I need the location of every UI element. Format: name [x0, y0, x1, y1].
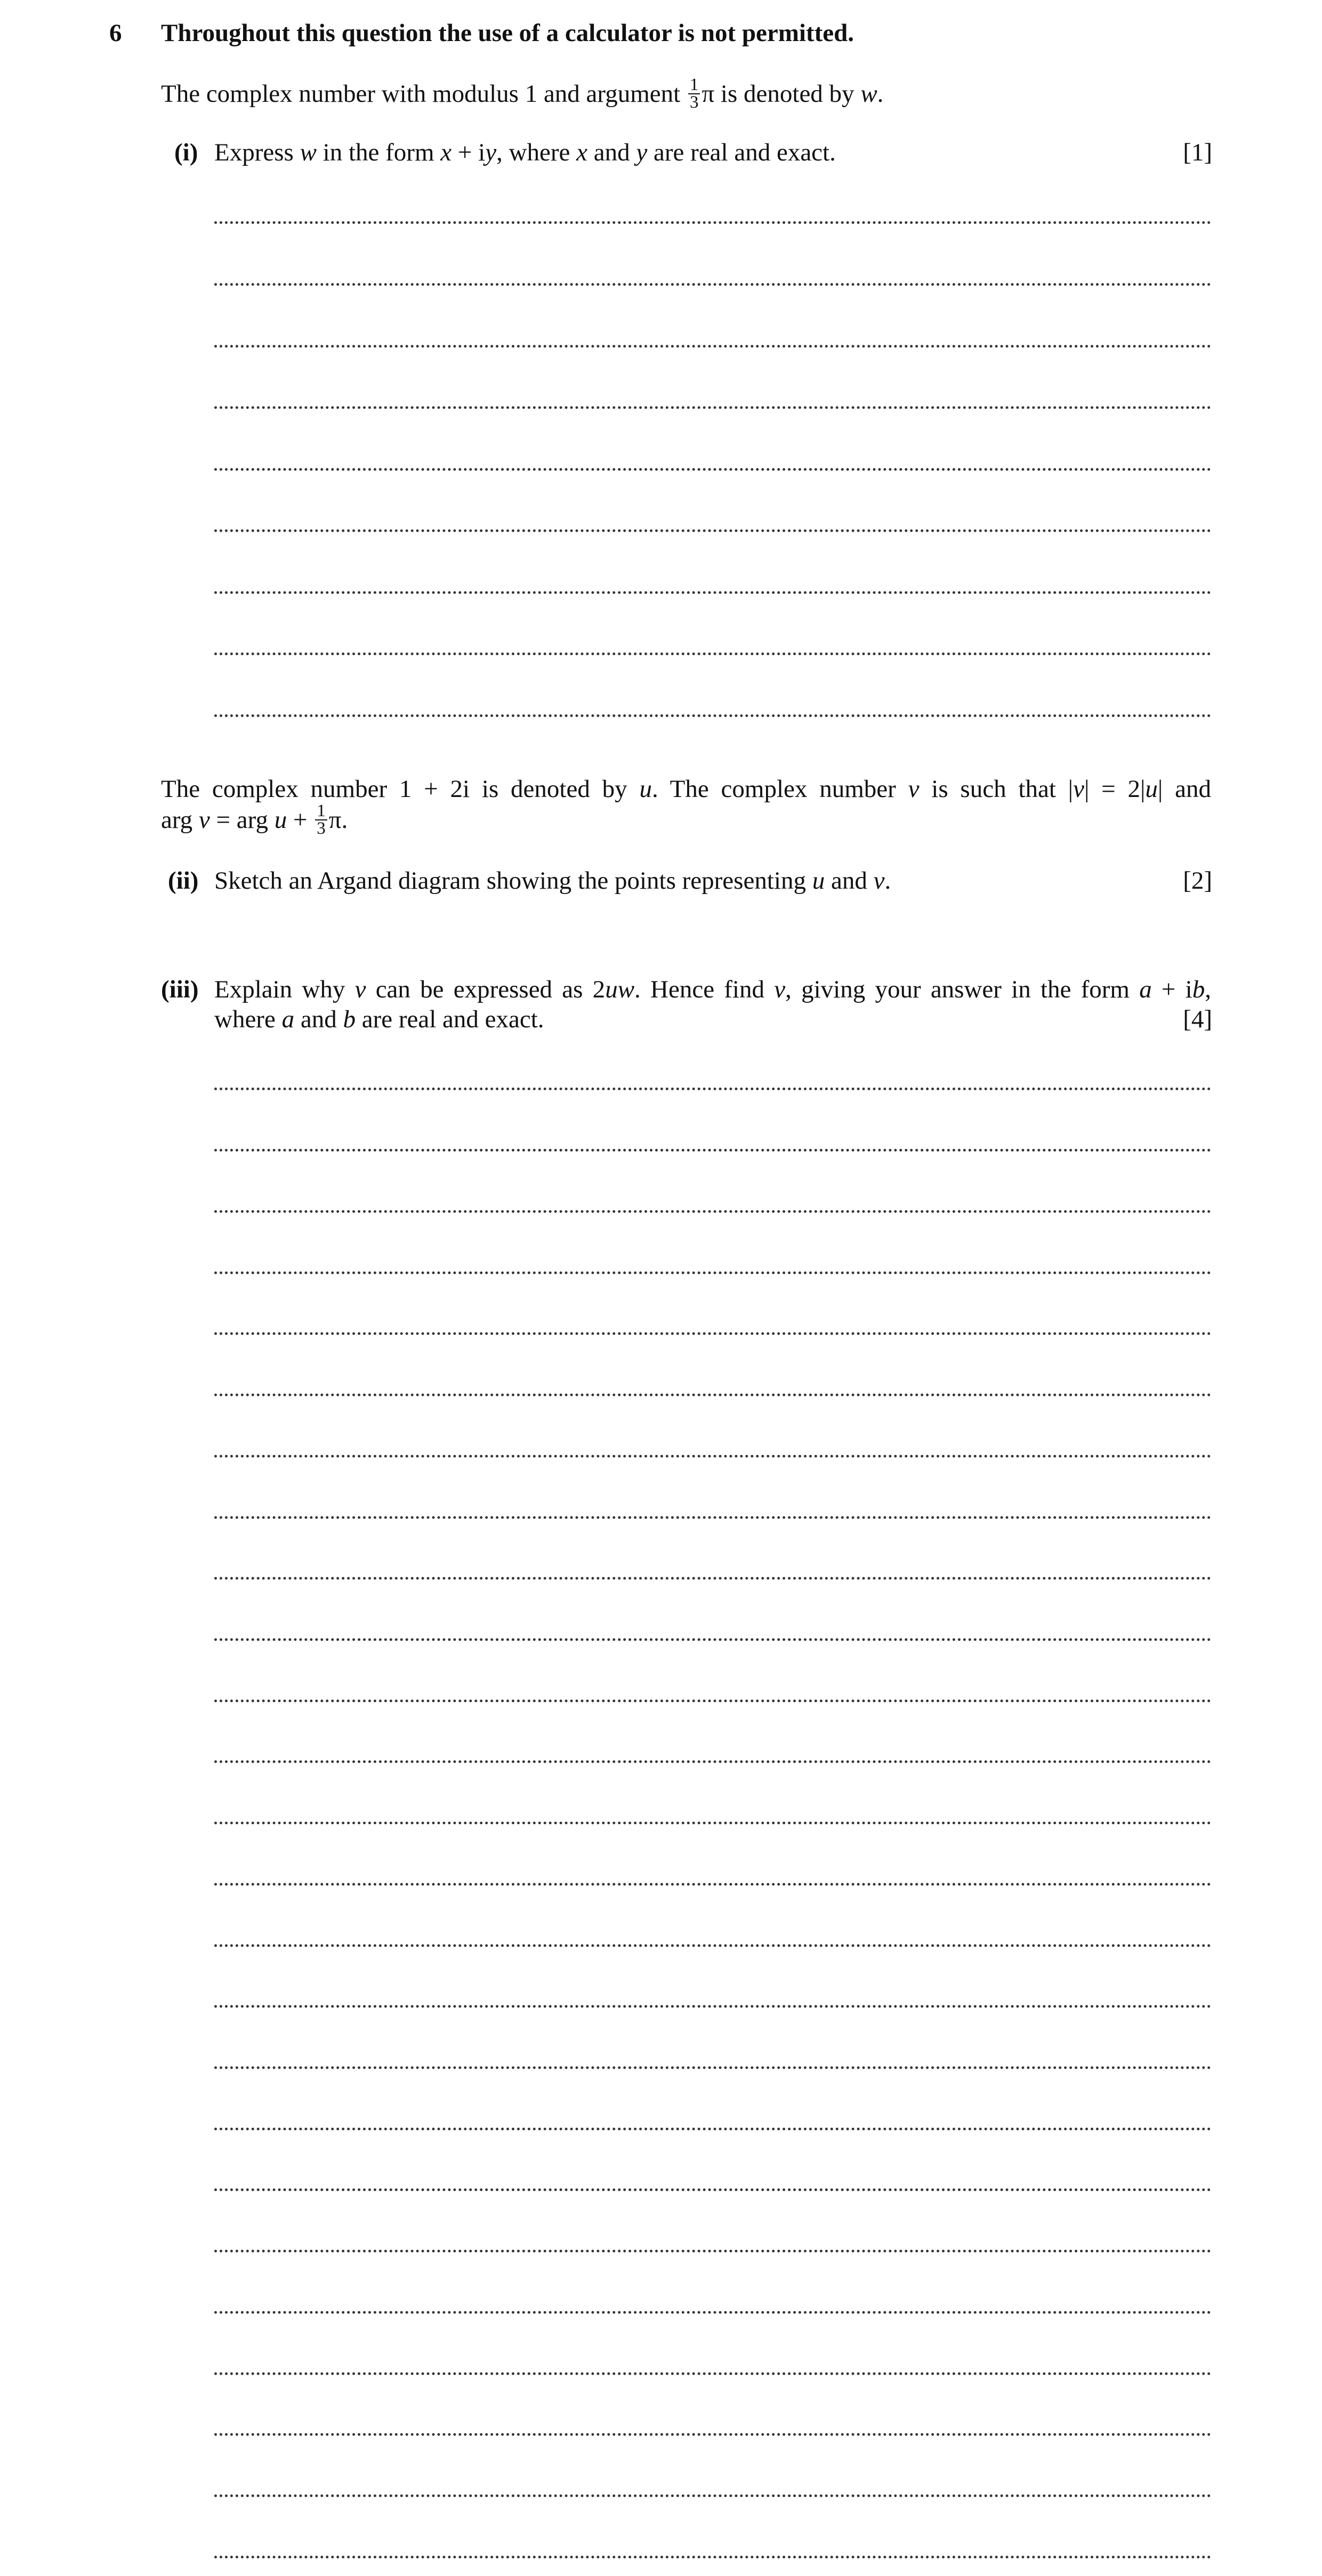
part-ii-label: (ii) — [168, 867, 199, 895]
answer-line[interactable] — [214, 345, 1211, 348]
part-i-question: Express w in the form x + iy, where x and y are real and exact. — [214, 139, 836, 166]
answer-line[interactable] — [214, 1210, 1211, 1213]
answer-line[interactable] — [214, 1638, 1211, 1641]
question-number: 6 — [109, 19, 122, 47]
answer-line[interactable] — [214, 529, 1211, 532]
answer-line[interactable] — [214, 1332, 1211, 1335]
answer-line[interactable] — [214, 2128, 1211, 2130]
fraction-one-third: $\frac{1}{3}$ — [688, 77, 700, 111]
fraction-one-third: $\frac{1}{3}$ — [315, 803, 327, 837]
answer-line[interactable] — [214, 1944, 1211, 1947]
answer-line[interactable] — [214, 468, 1211, 471]
answer-line[interactable] — [214, 2311, 1211, 2314]
answer-line[interactable] — [214, 2005, 1211, 2008]
answer-line[interactable] — [214, 714, 1211, 717]
question-instruction: Throughout this question the use of a calculator is not permitted. — [161, 19, 854, 47]
part-ii-question: Sketch an Argand diagram showing the points representing u and v. — [214, 867, 891, 895]
part-i-marks: [1] — [1183, 139, 1212, 166]
answer-line[interactable] — [214, 1700, 1211, 1702]
answer-line[interactable] — [214, 2372, 1211, 2375]
answer-line[interactable] — [214, 2433, 1211, 2436]
answer-line[interactable] — [214, 1760, 1211, 1763]
argand-sketch-area[interactable] — [214, 901, 1211, 960]
answer-line[interactable] — [214, 1883, 1211, 1886]
answer-line[interactable] — [214, 1271, 1211, 1274]
answer-line[interactable] — [214, 406, 1211, 409]
part-iii-question-line-2: where a and b are real and exact. — [214, 1005, 544, 1033]
answer-line[interactable] — [214, 2494, 1211, 2497]
answer-line[interactable] — [214, 1394, 1211, 1396]
answer-line[interactable] — [214, 221, 1211, 224]
answer-line[interactable] — [214, 1455, 1211, 1458]
part-iii-label: (iii) — [161, 976, 199, 1003]
answer-line[interactable] — [214, 1516, 1211, 1519]
answer-line[interactable] — [214, 2188, 1211, 2191]
answer-line[interactable] — [214, 2066, 1211, 2069]
answer-line[interactable] — [214, 653, 1211, 655]
part-iii-marks: [4] — [1183, 1005, 1212, 1033]
answer-line[interactable] — [214, 1577, 1211, 1580]
answer-line[interactable] — [214, 2250, 1211, 2252]
answer-line[interactable] — [214, 1149, 1211, 1152]
part-ii-marks: [2] — [1183, 867, 1212, 895]
intro-w-text: The complex number with modulus 1 and argument $\frac{1}{3}$ π is denoted by w. — [161, 75, 884, 112]
answer-line[interactable] — [214, 2556, 1211, 2558]
answer-line[interactable] — [214, 283, 1211, 286]
part-iii-question-line-1: Explain why v can be expressed as 2uw. Hence find v, giving your answer in the form a + ib, — [214, 976, 1211, 1003]
answer-line[interactable] — [214, 1088, 1211, 1090]
intro-uv-line-2: arg v = arg u + $\frac{1}{3}$ π. — [161, 801, 348, 839]
answer-line[interactable] — [214, 1822, 1211, 1824]
part-i-label: (i) — [174, 139, 198, 166]
intro-uv-line-1: The complex number 1 + 2i is denoted by u. The complex number v is such that |v| = 2|u| and — [161, 775, 1212, 803]
answer-line[interactable] — [214, 591, 1211, 594]
